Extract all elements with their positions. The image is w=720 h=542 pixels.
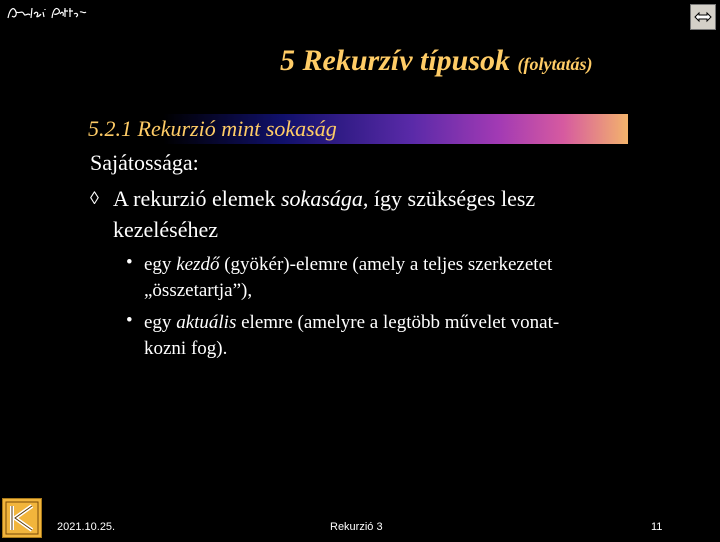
point-line-1 [113, 186, 535, 212]
diamond-bullet-icon: ◊ [90, 188, 99, 208]
nav-button-first-slide[interactable] [2, 498, 42, 538]
intro-text: Sajátossága: [90, 150, 199, 175]
point-text-a: A rekurzió elemek [113, 186, 281, 211]
sub-item-1-a: egy [144, 254, 177, 275]
sub-item-2-b: elemre (amelyre a legtöbb művelet vonat- [236, 312, 560, 333]
sub-item-2-line-2: kozni fog). [144, 338, 228, 359]
back-to-start-icon [3, 499, 41, 537]
sub-bullet-icon: • [126, 310, 133, 331]
sub-item-1-line-2: „összetartja”), [144, 280, 253, 301]
sub-bullet-icon: • [126, 252, 133, 273]
point-text-emphasis: sokasága [281, 186, 363, 211]
subheading-block [88, 114, 688, 144]
sub-item-1-b: (gyökér)-elemre (amely a teljes szerkezetet [219, 254, 553, 275]
page-number: 11 [651, 521, 663, 533]
sub-item-2-emphasis: aktuális [176, 312, 237, 333]
sub-item-2-a: egy [144, 312, 177, 333]
title-suffix: (folytatás) [517, 54, 593, 74]
title-main: 5 Rekurzív típusok [280, 44, 511, 77]
nav-button-top[interactable] [690, 4, 716, 30]
footer-date: 2021.10.25. [57, 521, 116, 533]
point-text-b: , így szükséges lesz [362, 186, 536, 211]
subheading: 5.2.1 Rekurzió mint sokaság [88, 116, 337, 141]
footer-title: Rekurzió 3 [330, 521, 383, 533]
sub-item-1-emphasis: kezdő [176, 254, 220, 275]
sub-item-1-line-1 [144, 252, 552, 278]
author-signature [4, 2, 88, 24]
double-arrow-icon [691, 5, 715, 29]
sub-item-2-line-1 [144, 310, 559, 336]
point-line-2: kezeléséhez [113, 217, 219, 242]
slide-title [280, 44, 593, 78]
